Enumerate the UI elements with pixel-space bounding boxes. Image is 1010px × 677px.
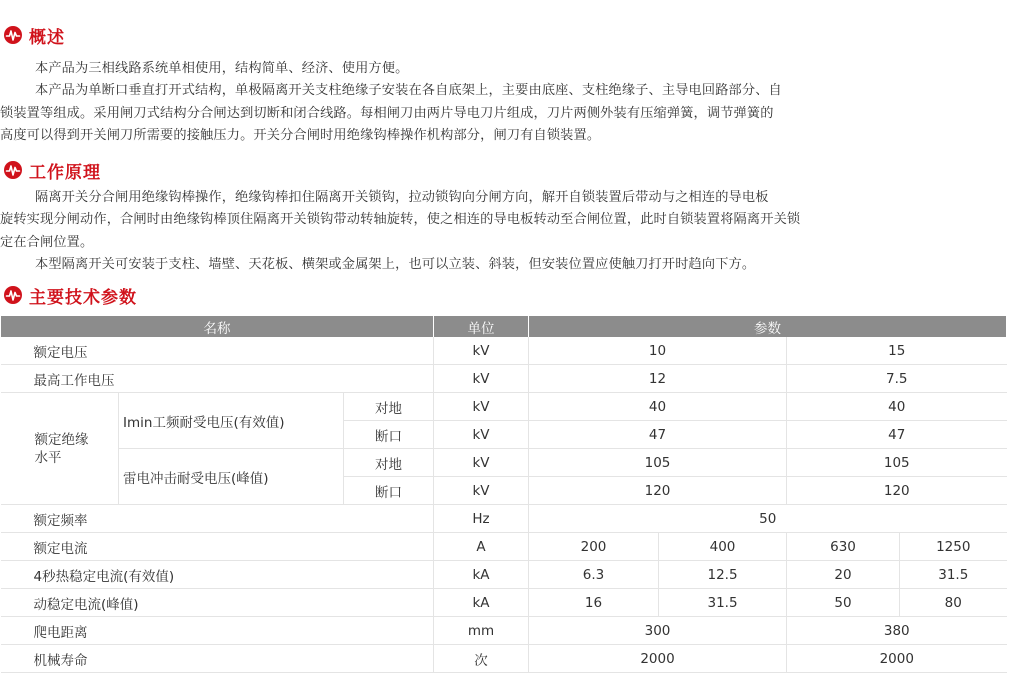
row-value: 2000 bbox=[529, 645, 787, 673]
row-value: 31.5 bbox=[900, 561, 1007, 589]
row-value: 40 bbox=[787, 393, 1007, 421]
pulse-badge-icon bbox=[4, 26, 22, 44]
row-value: 120 bbox=[529, 477, 787, 505]
row-value: 105 bbox=[529, 449, 787, 477]
row-unit: kV bbox=[434, 393, 529, 421]
row-value: 105 bbox=[787, 449, 1007, 477]
row-value: 50 bbox=[529, 505, 1007, 533]
principle-line-2: 旋转实现分闸动作，合闸时由绝缘钩棒顶住隔离开关锁钩带动转轴旋转，使之相连的导电板转动至合闸位置，此时自锁装置将隔离开关锁 bbox=[0, 212, 801, 228]
row-unit: kV bbox=[434, 477, 529, 505]
row-value: 15 bbox=[787, 337, 1007, 365]
table-row bbox=[1, 365, 1007, 393]
row-unit: kV bbox=[434, 365, 529, 393]
header-unit: 单位 bbox=[434, 316, 529, 337]
lightning-label: 雷电冲击耐受电压(峰值) bbox=[119, 449, 344, 505]
row-label: 机械寿命 bbox=[1, 645, 434, 673]
row-value: 6.3 bbox=[529, 561, 659, 589]
row-label: 额定电压 bbox=[1, 337, 434, 365]
principle-text bbox=[0, 187, 1006, 276]
row-label: 额定频率 bbox=[1, 505, 434, 533]
sub-row-label: 断口 bbox=[344, 477, 434, 505]
row-value: 80 bbox=[900, 589, 1007, 617]
power-freq-label: Imin工频耐受电压(有效值) bbox=[119, 393, 344, 449]
header-params: 参数 bbox=[529, 316, 1007, 337]
row-value: 12 bbox=[529, 365, 787, 393]
insulation-label-text: 额定绝缘水平 bbox=[34, 431, 89, 466]
overview-heading bbox=[4, 23, 65, 47]
overview-text bbox=[0, 58, 1006, 147]
specs-heading bbox=[4, 283, 137, 307]
row-value: 31.5 bbox=[659, 589, 787, 617]
row-value: 40 bbox=[529, 393, 787, 421]
row-unit: kV bbox=[434, 421, 529, 449]
row-unit: kV bbox=[434, 449, 529, 477]
row-unit: mm bbox=[434, 617, 529, 645]
row-unit: kA bbox=[434, 589, 529, 617]
spec-table bbox=[0, 316, 1007, 673]
principle-heading bbox=[4, 158, 101, 182]
row-label: 爬电距离 bbox=[1, 617, 434, 645]
row-value: 630 bbox=[787, 533, 900, 561]
overview-line-1: 本产品为三相线路系统单相使用，结构简单、经济、使用方便。 bbox=[35, 61, 409, 76]
specs-title: 主要技术参数 bbox=[29, 287, 137, 308]
overview-line-3: 锁装置等组成。采用闸刀式结构分合闸达到切断和闭合线路。每相闸刀由两片导电刀片组成，刀片两侧外装有压缩弹簧，调节弹簧的 bbox=[0, 105, 774, 121]
row-value: 47 bbox=[787, 421, 1007, 449]
row-value: 12.5 bbox=[659, 561, 787, 589]
row-unit: Hz bbox=[434, 505, 529, 533]
principle-title: 工作原理 bbox=[29, 162, 101, 183]
header-name: 名称 bbox=[1, 316, 434, 337]
principle-line-3: 定在合闸位置。 bbox=[0, 234, 94, 250]
overview-line-2: 本产品为单断口垂直打开式结构，单极隔离开关支柱绝缘子安装在各自底架上，主要由底座、支柱绝缘子、主导电回路部分、自 bbox=[35, 83, 782, 99]
table-row bbox=[1, 533, 1007, 561]
overview-line-4: 高度可以得到开关闸刀所需要的接触压力。开关分合闸时用绝缘钩棒操作机构部分，闸刀有自锁装置。 bbox=[0, 127, 601, 143]
principle-line-4: 本型隔离开关可安装于支柱、墙壁、天花板、横架或金属架上，也可以立装、斜装，但安装位置应使触刀打开时趋向下方。 bbox=[35, 256, 756, 272]
table-header-row bbox=[1, 316, 1007, 337]
row-value: 47 bbox=[529, 421, 787, 449]
table-row bbox=[1, 337, 1007, 365]
table-row bbox=[1, 561, 1007, 589]
principle-line-1: 隔离开关分合闸用绝缘钩棒操作，绝缘钩棒扣住隔离开关锁钩，拉动锁钩向分闸方向，解开自锁装置后带动与之相连的导电板 bbox=[35, 190, 769, 205]
row-value: 380 bbox=[787, 617, 1007, 645]
sub-row-label: 对地 bbox=[344, 449, 434, 477]
table-row bbox=[1, 505, 1007, 533]
row-unit: 次 bbox=[434, 645, 529, 673]
row-label: 额定电流 bbox=[1, 533, 434, 561]
pulse-badge-icon bbox=[4, 161, 22, 179]
row-value: 120 bbox=[787, 477, 1007, 505]
table-row bbox=[1, 645, 1007, 673]
row-value: 50 bbox=[787, 589, 900, 617]
row-value: 1250 bbox=[900, 533, 1007, 561]
row-label: 4秒热稳定电流(有效值) bbox=[1, 561, 434, 589]
row-unit: A bbox=[434, 533, 529, 561]
sub-row-label: 断口 bbox=[344, 421, 434, 449]
row-value: 7.5 bbox=[787, 365, 1007, 393]
insulation-label bbox=[1, 393, 119, 505]
overview-title: 概述 bbox=[29, 27, 65, 48]
row-value: 400 bbox=[659, 533, 787, 561]
row-value: 16 bbox=[529, 589, 659, 617]
sub-row-label: 对地 bbox=[344, 393, 434, 421]
row-unit: kV bbox=[434, 337, 529, 365]
table-row bbox=[1, 589, 1007, 617]
row-value: 10 bbox=[529, 337, 787, 365]
row-label: 最高工作电压 bbox=[1, 365, 434, 393]
row-value: 300 bbox=[529, 617, 787, 645]
table-row bbox=[1, 393, 1007, 421]
row-label: 动稳定电流(峰值) bbox=[1, 589, 434, 617]
row-unit: kA bbox=[434, 561, 529, 589]
row-value: 2000 bbox=[787, 645, 1007, 673]
table-row bbox=[1, 449, 1007, 477]
table-row bbox=[1, 617, 1007, 645]
pulse-badge-icon bbox=[4, 286, 22, 304]
row-value: 200 bbox=[529, 533, 659, 561]
row-value: 20 bbox=[787, 561, 900, 589]
